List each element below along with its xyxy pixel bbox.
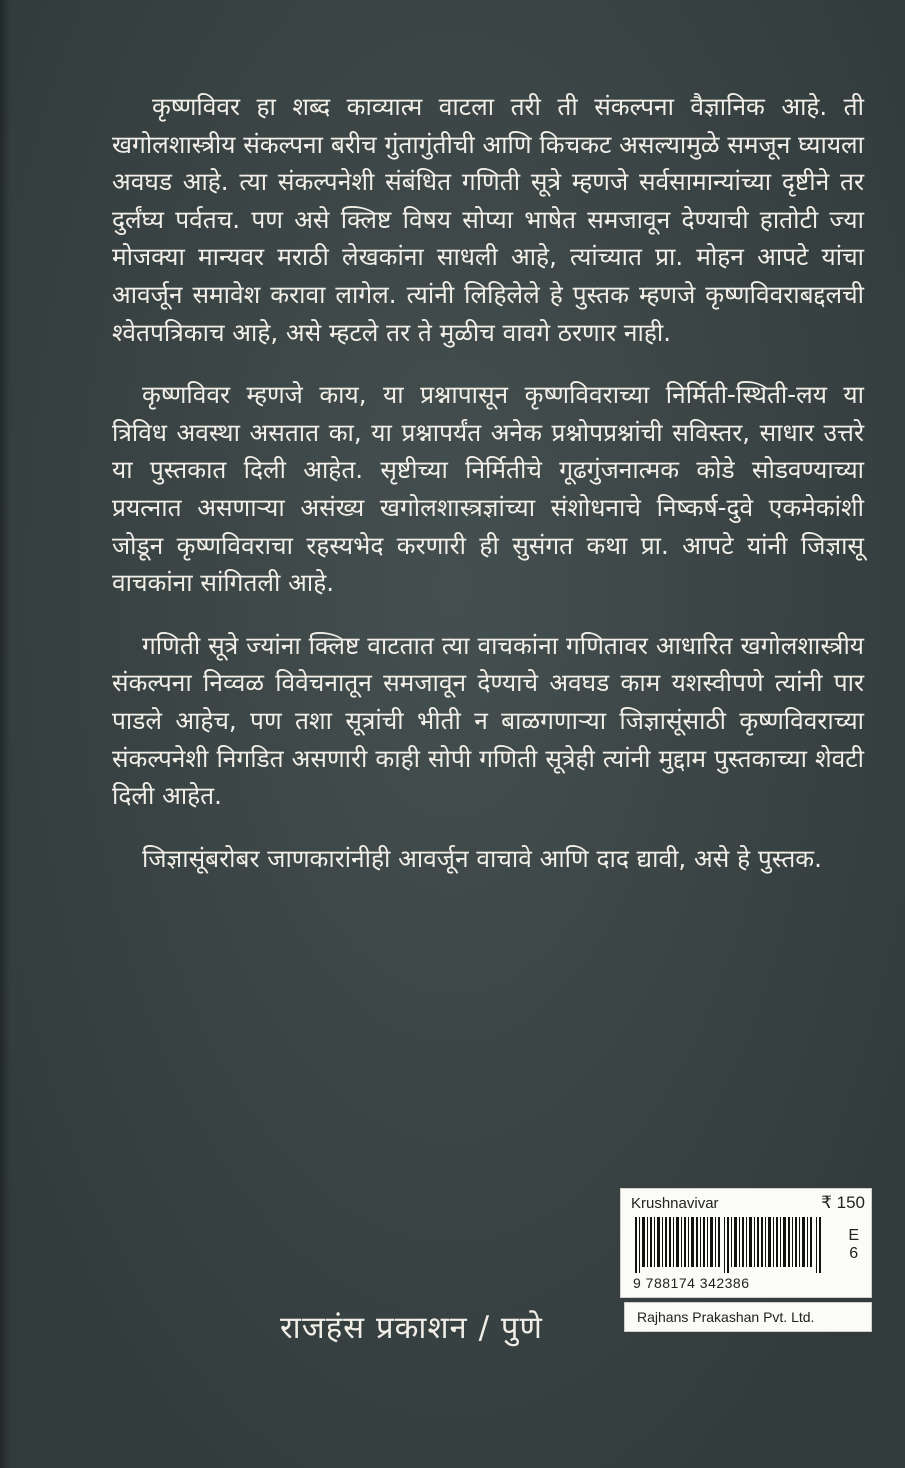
cover-spine-shadow — [0, 0, 10, 1468]
sticker-price: ₹ 150 — [821, 1193, 865, 1212]
publisher-sticker — [624, 1302, 872, 1332]
publisher-name: राजहंस प्रकाशन / पुणे — [280, 1310, 543, 1346]
sticker-code — [848, 1227, 859, 1263]
barcode-icon — [635, 1217, 825, 1273]
price-sticker — [620, 1188, 872, 1298]
blurb-paragraph-4: जिज्ञासूंबरोबर जाणकारांनीही आवर्जून वाचावे आणि दाद द्यावी, असे हे पुस्तक. — [142, 843, 822, 873]
blurb-paragraph-2: कृष्णविवर म्हणजे काय, या प्रश्नापासून कृष्णविवराच्या निर्मिती-स्थिती-लय या त्रिविध अवस्था असतात का, या प्रश्नापर्यंत अनेक प्रश्नोपप्रश्नांची सविस्तर, साधार उत्तरे या पुस्तकात दिली आहेत. सृष्टीच्या निर्मितीचे गूढगुंजनात्मक कोडे सोडवण्याच्या प्रयत्नात असणाऱ्या असंख्य खगोलशास्त्रज्ञांच्या संशोधनाचे निष्कर्ष-दुवे एकमेकांशी जोडून कृष्णविवराचा रहस्यभेद करणारी ही सुसंगत कथा प्रा. आपटे यांनी जिज्ञासू वाचकांना सांगितली आहे. — [112, 380, 864, 598]
sticker-book-title: Krushnavivar — [631, 1195, 719, 1212]
sticker-isbn: 9 788174 342386 — [633, 1275, 750, 1291]
blurb-paragraph-3: गणिती सूत्रे ज्यांना क्लिष्ट वाटतात त्या वाचकांना गणितावर आधारित खगोलशास्त्रीय संकल्पना निव्वळ विवेचनातून समजावून देण्याचे अवघड काम यशस्वीपणे त्यांनी पार पाडले आहेच, पण तशा सूत्रांची भीती न बाळगणाऱ्या जिज्ञासूंसाठी कृष्णविवराच्या संकल्पनेशी निगडित असणारी काही सोपी गणिती सूत्रेही त्यांनी मुद्दाम पुस्तकाच्या शेवटी दिली आहेत. — [112, 630, 864, 811]
sticker-code-line-2: 6 — [849, 1245, 859, 1262]
blurb-text — [112, 88, 864, 902]
publisher-sticker-text: Rajhans Prakashan Pvt. Ltd. — [637, 1309, 815, 1325]
sticker-code-line-1: E — [848, 1227, 859, 1244]
blurb-paragraph-1: कृष्णविवर हा शब्द काव्यात्म वाटला तरी ती संकल्पना वैज्ञानिक आहे. ती खगोलशास्त्रीय संकल्पना बरीच गुंतागुंतीची आणि किचकट असल्यामुळे समजून घ्यायला अवघड आहे. त्या संकल्पनेशी संबंधित गणिती सूत्रे म्हणजे सर्वसामान्यांच्या दृष्टीने तर दुर्लंघ्य पर्वतच. पण असे क्लिष्ट विषय सोप्या भाषेत समजावून देण्याची हातोटी ज्या मोजक्या मान्यवर मराठी लेखकांना साधली आहे, त्यांच्यात प्रा. मोहन आपटे यांचा आवर्जून समावेश करावा लागेल. त्यांनी लिहिलेले हे पुस्तक म्हणजे कृष्णविवराबद्दलची श्वेतपत्रिकाच आहे, असे म्हटले तर ते मुळीच वावगे ठरणार नाही. — [112, 92, 864, 347]
